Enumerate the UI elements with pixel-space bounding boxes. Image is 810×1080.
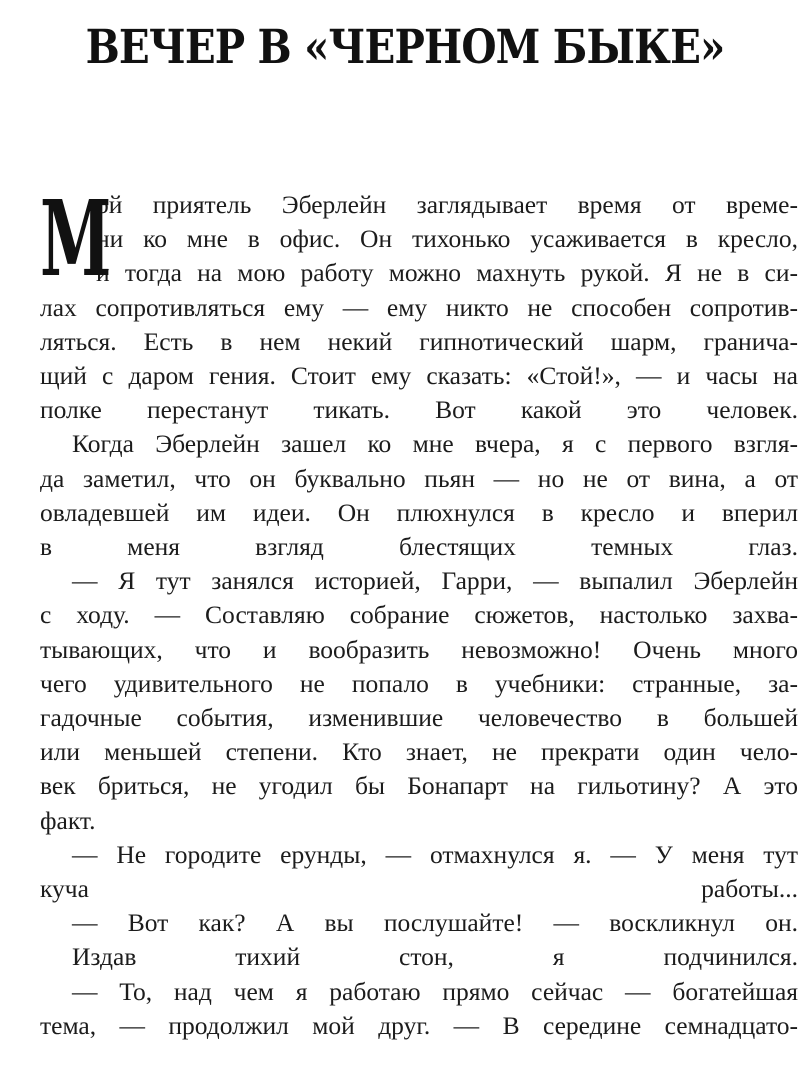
text-line: да заметил, что он буквально пьян — но не от вина, а от xyxy=(40,463,798,493)
paragraph-7 xyxy=(40,975,798,1043)
drop-cap: М xyxy=(40,177,112,300)
text-line: ляться. Есть в нем некий гипнотический шарм, гранича- xyxy=(40,326,798,356)
text-line: ни ко мне в офис. Он тихонько усаживается в кресло, xyxy=(96,224,798,254)
paragraph-1 xyxy=(40,177,798,427)
chapter-title: ВЕЧЕР В «ЧЕРНОМ БЫКЕ» xyxy=(85,20,725,75)
paragraph-5 xyxy=(40,906,798,940)
text-line: куча работы... xyxy=(40,874,798,904)
text-line: век бриться, не угодил бы Бонапарт на гильотину? А это xyxy=(40,771,798,801)
text-line: с ходу. — Составляю собрание сюжетов, настолько захва- xyxy=(40,600,798,630)
text-line: чего удивительного не попало в учебники: странные, за- xyxy=(40,668,798,698)
text-line: или меньшей степени. Кто знает, не прекрати один чело- xyxy=(40,737,798,767)
paragraph-6 xyxy=(40,940,798,974)
text-line: — Вот как? А вы послушайте! — воскликнул он. xyxy=(72,908,798,938)
text-line: тывающих, что и вообразить невозможно! Очень много xyxy=(40,634,798,664)
text-line: полке перестанут тикать. Вот какой это человек. xyxy=(40,395,798,425)
text-line: Издав тихий стон, я подчинился. xyxy=(72,942,798,972)
text-line: — То, над чем я работаю прямо сейчас — богатейшая xyxy=(72,976,798,1006)
text-line: щий с даром гения. Стоит ему сказать: «Стой!», — и часы на xyxy=(40,361,798,391)
text-line: и тогда на мою работу можно махнуть рукой. Я не в си- xyxy=(96,258,798,288)
text-line: — Я тут занялся историей, Гарри, — выпалил Эберлейн xyxy=(72,566,798,596)
text-line: Когда Эберлейн зашел ко мне вчера, я с первого взгля- xyxy=(72,429,798,459)
paragraph-4 xyxy=(40,838,798,906)
text-line: тема, — продолжил мой друг. — В середине семнадцато- xyxy=(40,1010,798,1040)
text-line: — Не городите ерунды, — отмахнулся я. — У меня тут xyxy=(72,839,798,869)
paragraph-2 xyxy=(40,427,798,564)
paragraph-3 xyxy=(40,564,798,838)
text-line: гадочные события, изменившие человечество в большей xyxy=(40,703,798,733)
text-line: в меня взгляд блестящих темных глаз. xyxy=(40,532,798,562)
chapter-body xyxy=(40,177,798,1043)
text-line: овладевшей им идеи. Он плюхнулся в кресло и вперил xyxy=(40,497,798,527)
text-line: ой приятель Эберлейн заглядывает время от време- xyxy=(96,190,798,219)
text-line: лах сопротивляться ему — ему никто не способен сопротив- xyxy=(40,292,798,322)
text-line: факт. xyxy=(40,805,96,835)
